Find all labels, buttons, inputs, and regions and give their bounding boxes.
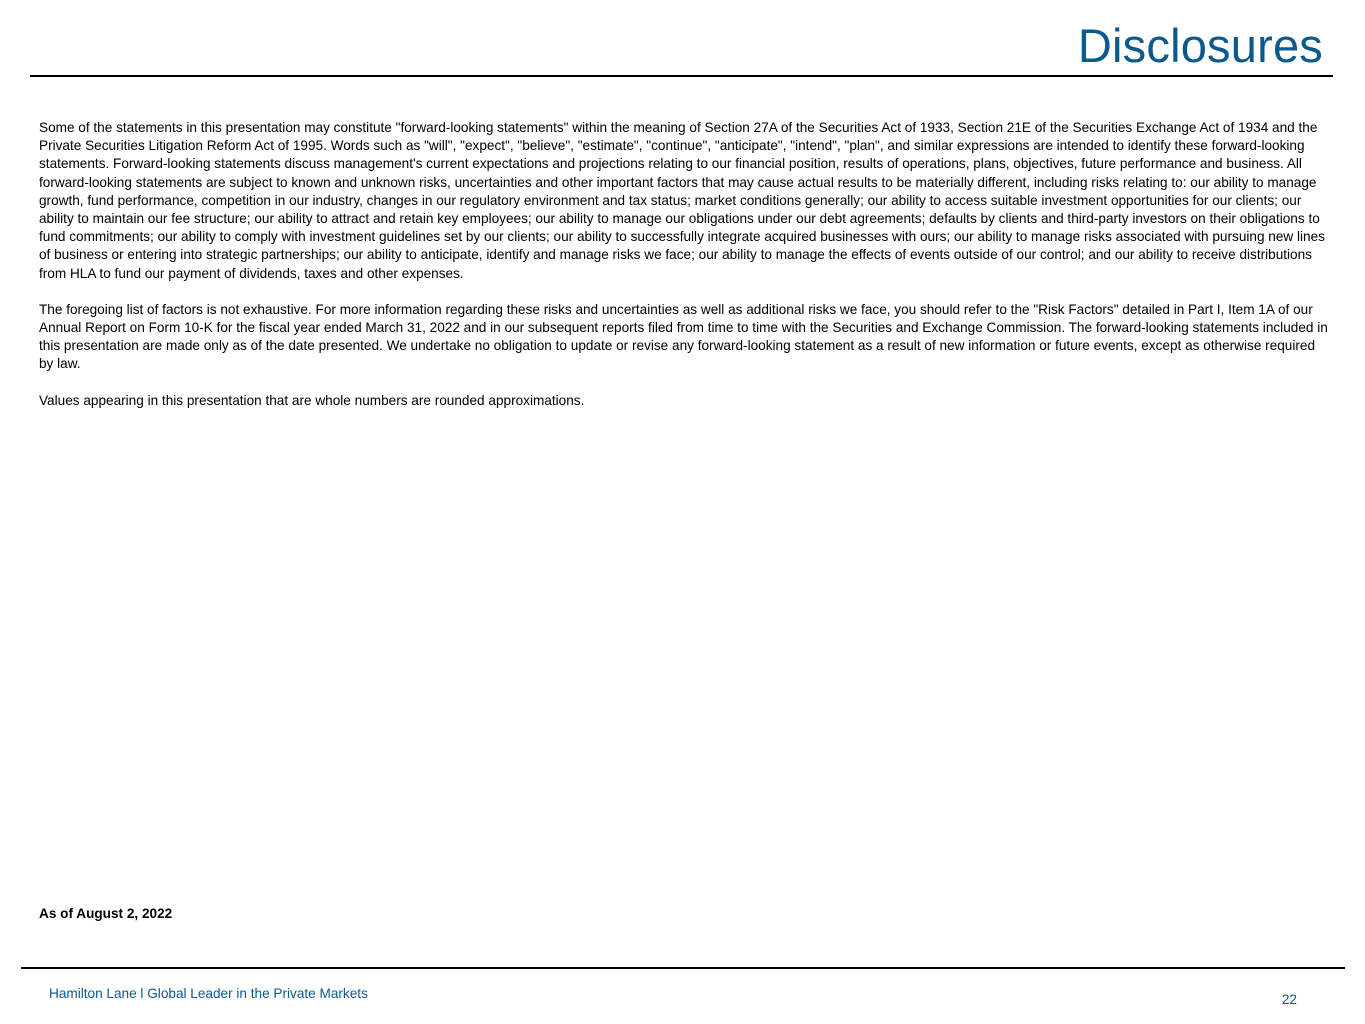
- disclosure-body: [39, 119, 1329, 428]
- page-number: 22: [1281, 992, 1297, 1007]
- title-divider: [30, 75, 1333, 77]
- footer-tagline: Hamilton Lane l Global Leader in the Private Markets: [49, 986, 368, 1001]
- footer-divider: [21, 967, 1345, 969]
- rounding-note-paragraph: Values appearing in this presentation that are whole numbers are rounded approximations.: [39, 392, 585, 408]
- page-title: Disclosures: [1077, 19, 1323, 72]
- risk-factors-paragraph: The foregoing list of factors is not exhaustive. For more information regarding these risks and uncertainties as well as additional risks we face, you should refer to the "Risk Factors" detailed in Part I, Item 1A of our Annual Report on Form 10-K for the fiscal year ended March 31, 2022 and in our subsequent reports filed from time to time with the Securities and Exchange Commission. The forward-looking statements included in this presentation are made only as of the date presented. We undertake no obligation to update or revise any forward-looking statement as a result of new information or future events, except as otherwise required by law.: [39, 301, 1328, 372]
- forward-looking-paragraph: Some of the statements in this presentation may constitute "forward-looking statements" within the meaning of Section 27A of the Securities Act of 1933, Section 21E of the Securities Exchange Act of 1934 and the Private Securities Litigation Reform Act of 1995. Words such as "will", "expect", "believe", "estimate", "continue", "anticipate", "intend", "plan", and similar expressions are intended to identify these forward-looking statements. Forward-looking statements discuss management's current expectations and projections relating to our financial position, results of operations, plans, objectives, future performance and business. All forward-looking statements are subject to known and unknown risks, uncertainties and other important factors that may cause actual results to be materially different, including risks relating to: our ability to manage growth, fund performance, competition in our industry, changes in our regulatory environment and tax status; market conditions generally; our ability to access suitable investment opportunities for our clients; our ability to maintain our fee structure; our ability to attract and retain key employees; our ability to manage our obligations under our debt agreements; defaults by clients and third-party investors on their obligations to fund commitments; our ability to comply with investment guidelines set by our clients; our ability to successfully integrate acquired businesses with ours; our ability to manage risks associated with pursuing new lines of business or entering into strategic partnerships; our ability to anticipate, identify and manage risks we face; our ability to manage the effects of events outside of our control; and our ability to receive distributions from HLA to fund our payment of dividends, taxes and other expenses.: [39, 120, 1325, 281]
- as-of-date: As of August 2, 2022: [39, 906, 173, 921]
